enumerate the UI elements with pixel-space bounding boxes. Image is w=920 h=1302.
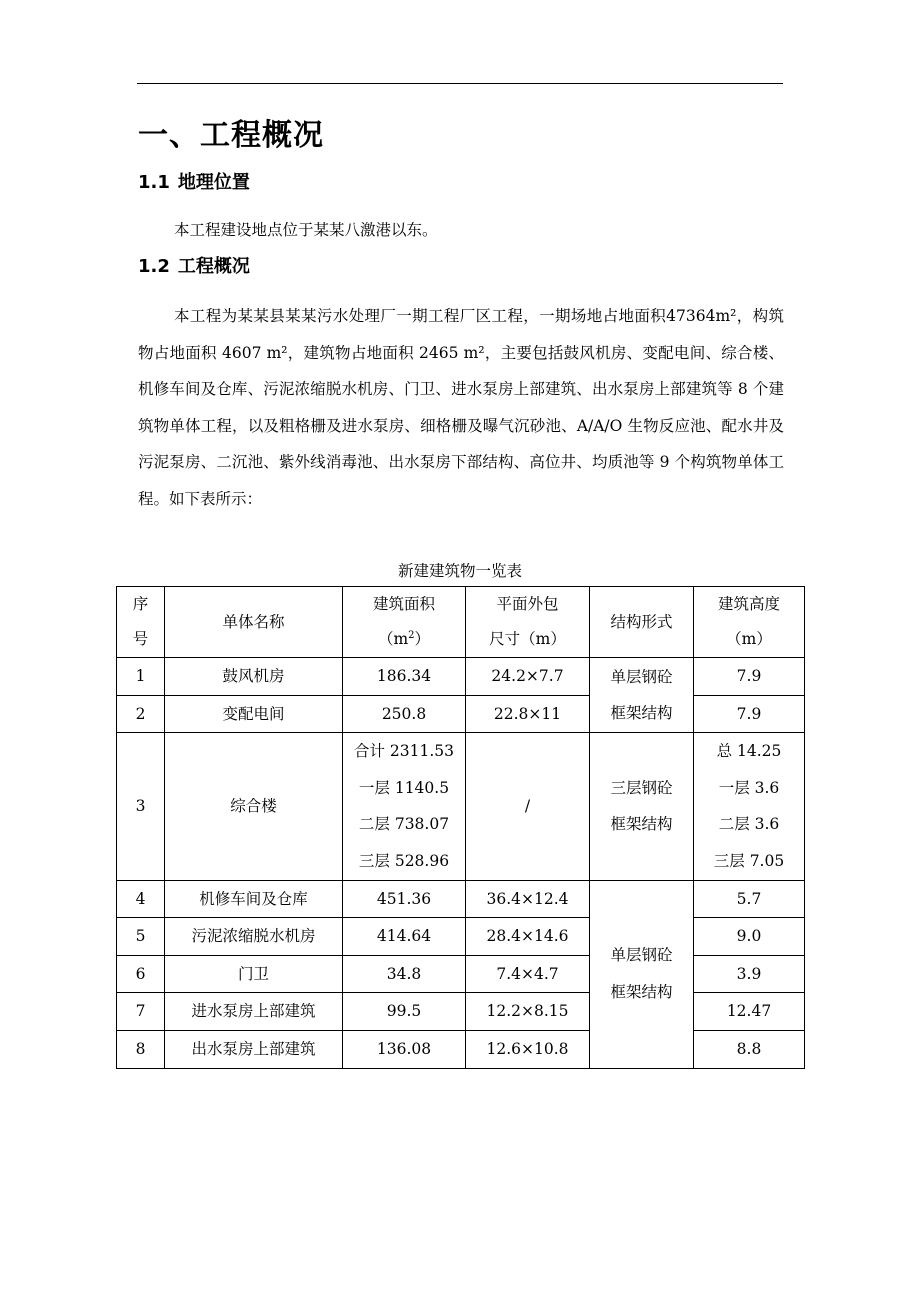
header-name: 单体名称	[165, 587, 343, 658]
cell-size: 36.4×12.4	[466, 880, 590, 918]
cell-height: 总 14.25 一层 3.6 二层 3.6 三层 7.05	[694, 733, 805, 880]
cell-area: 99.5	[343, 993, 466, 1031]
cell-size: 28.4×14.6	[466, 918, 590, 956]
cell-no: 8	[117, 1030, 165, 1068]
cell-size: /	[466, 733, 590, 880]
cell-name: 出水泵房上部建筑	[165, 1030, 343, 1068]
header-structure: 结构形式	[590, 587, 694, 658]
cell-height: 9.0	[694, 918, 805, 956]
section-1-heading	[138, 168, 250, 198]
cell-no: 2	[117, 695, 165, 733]
cell-height: 5.7	[694, 880, 805, 918]
cell-size: 22.8×11	[466, 695, 590, 733]
table-row	[117, 695, 805, 733]
table-row	[117, 993, 805, 1031]
header-area: 建筑面积 $(m^2)$	[343, 587, 466, 658]
cell-no: 6	[117, 955, 165, 993]
cell-height: 7.9	[694, 658, 805, 696]
cell-area: 414.64	[343, 918, 466, 956]
cell-height: 12.47	[694, 993, 805, 1031]
cell-name: 变配电间	[165, 695, 343, 733]
section-2-heading	[138, 252, 250, 282]
cell-size: 12.6×10.8	[466, 1030, 590, 1068]
cell-size: 7.4×4.7	[466, 955, 590, 993]
cell-name: 机修车间及仓库	[165, 880, 343, 918]
cell-area: 合计 2311.53 一层 1140.5 二层 738.07 三层 528.96	[343, 733, 466, 880]
cell-area: 136.08	[343, 1030, 466, 1068]
cell-no: 5	[117, 918, 165, 956]
section-1-number: 1.1	[138, 172, 170, 193]
cell-area: 250.8	[343, 695, 466, 733]
cell-height: 3.9	[694, 955, 805, 993]
buildings-table	[116, 586, 805, 1069]
table-row	[117, 918, 805, 956]
table-row	[117, 880, 805, 918]
cell-no: 1	[117, 658, 165, 696]
cell-name: 综合楼	[165, 733, 343, 880]
cell-structure: 三层钢砼 框架结构	[590, 733, 694, 880]
table-row	[117, 1030, 805, 1068]
table-row	[117, 733, 805, 880]
cell-name: 进水泵房上部建筑	[165, 993, 343, 1031]
header-size: 平面外包 尺寸（m）	[466, 587, 590, 658]
cell-structure: 单层钢砼 框架结构	[590, 658, 694, 733]
main-heading: 一、工程概况	[138, 118, 324, 153]
cell-height: 7.9	[694, 695, 805, 733]
cell-height: 8.8	[694, 1030, 805, 1068]
cell-area: 186.34	[343, 658, 466, 696]
cell-area: 34.8	[343, 955, 466, 993]
cell-name: 鼓风机房	[165, 658, 343, 696]
cell-area: 451.36	[343, 880, 466, 918]
cell-no: 3	[117, 733, 165, 880]
table-row	[117, 955, 805, 993]
header-seq: 序 号	[117, 587, 165, 658]
cell-size: 12.2×8.15	[466, 993, 590, 1031]
section-2-title: 工程概况	[177, 256, 250, 277]
header-rule	[137, 83, 783, 84]
header-height: 建筑高度 （m）	[694, 587, 805, 658]
section-2-text: 本工程为某某县某某污水处理厂一期工程厂区工程，一期场地占地面积47364m²，构筑物占地面积 4607 m²，建筑物占地面积 2465 m²，主要包括鼓风机房、变配电间、综合楼、机修车间及仓库、污泥浓缩脱水机房、门卫、进水泵房上部建筑、出水泵房上部建筑等 8 个建筑物单体工程，以及粗格栅及进水泵房、细格栅及曝气沉砂池、A/A/O 生物反应池、配水井及污泥泵房、二沉池、紫外线消毒池、出水泵房下部结构、高位井、均质池等 9 个构筑物单体工程。如下表所示：	[138, 307, 784, 508]
cell-name: 门卫	[165, 955, 343, 993]
cell-name: 污泥浓缩脱水机房	[165, 918, 343, 956]
cell-no: 7	[117, 993, 165, 1031]
table-caption: 新建建筑物一览表	[397, 562, 522, 580]
section-1-title: 地理位置	[177, 172, 250, 193]
cell-structure: 单层钢砼 框架结构	[590, 880, 694, 1068]
table-row	[117, 658, 805, 696]
section-1-text: 本工程建设地点位于某某八激港以东。	[174, 221, 438, 239]
cell-no: 4	[117, 880, 165, 918]
cell-size: 24.2×7.7	[466, 658, 590, 696]
section-2-number: 1.2	[138, 256, 170, 277]
table-header-row	[117, 587, 805, 658]
